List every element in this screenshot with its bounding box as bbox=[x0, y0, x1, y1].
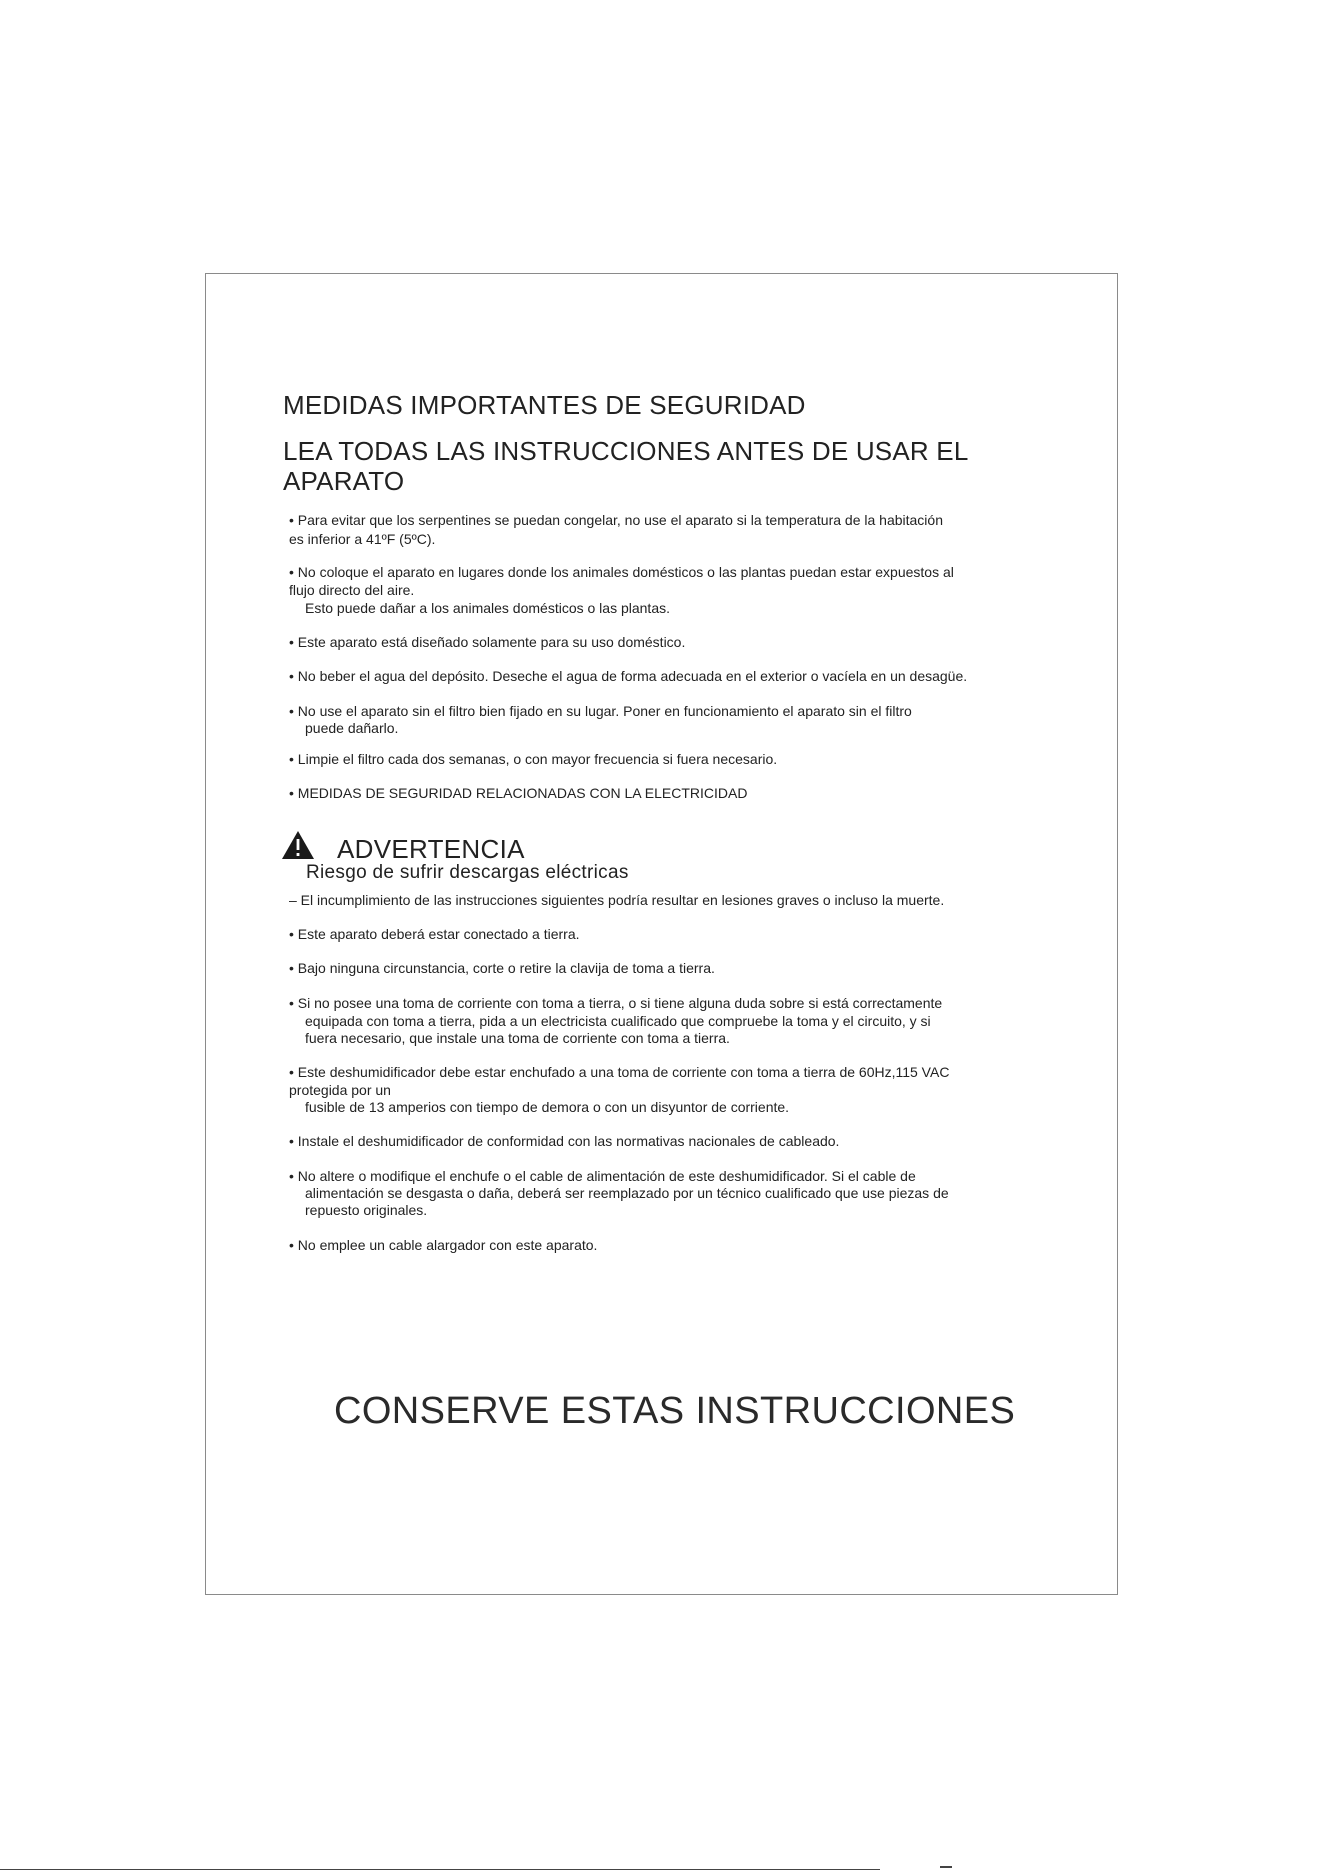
safety-item-4: • No beber el agua del depósito. Deseche el agua de forma adecuada en el exterior o vacíela en un desagüe. bbox=[289, 668, 968, 684]
safety-item-6: • Limpie el filtro cada dos semanas, o con mayor frecuencia si fuera necesario. bbox=[289, 751, 778, 767]
electric-item-7-line-3: repuesto originales. bbox=[305, 1202, 428, 1218]
warning-subtitle: Riesgo de sufrir descargas eléctricas bbox=[306, 862, 629, 883]
electric-item-1: – El incumplimiento de las instrucciones siguientes podría resultar en lesiones graves o incluso la muerte. bbox=[289, 892, 945, 908]
subtitle-line-2: APARATO bbox=[283, 466, 405, 496]
safety-item-2-line-2: flujo directo del aire. bbox=[289, 582, 415, 598]
subtitle-line-1: LEA TODAS LAS INSTRUCCIONES ANTES DE USAR EL bbox=[283, 436, 969, 466]
electric-item-3: • Bajo ninguna circunstancia, corte o retire la clavija de toma a tierra. bbox=[289, 960, 715, 976]
save-instructions-heading: CONSERVE ESTAS INSTRUCCIONES bbox=[334, 1390, 1016, 1432]
electric-item-4-line-1: • Si no posee una toma de corriente con toma a tierra, o si tiene alguna duda sobre si está correctamente bbox=[289, 995, 943, 1011]
electric-item-5-line-3: fusible de 13 amperios con tiempo de demora o con un disyuntor de corriente. bbox=[305, 1099, 790, 1115]
page-title: MEDIDAS IMPORTANTES DE SEGURIDAD bbox=[283, 390, 806, 420]
electric-item-4-line-3: fuera necesario, que instale una toma de corriente con toma a tierra. bbox=[305, 1030, 730, 1046]
safety-item-1-line-2: es inferior a 41ºF (5ºC). bbox=[289, 531, 436, 547]
bottom-mark bbox=[940, 1866, 952, 1868]
warning-title: ADVERTENCIA bbox=[337, 834, 525, 864]
electric-item-6: • Instale el deshumidificador de conformidad con las normativas nacionales de cableado. bbox=[289, 1133, 840, 1149]
warning-triangle-icon bbox=[281, 830, 315, 860]
safety-item-2-line-1: • No coloque el aparato en lugares donde los animales domésticos o las plantas puedan estar expuestos al bbox=[289, 564, 954, 580]
electric-item-4-line-2: equipada con toma a tierra, pida a un electricista cualificado que compruebe la toma y el circuito, y si bbox=[305, 1013, 931, 1029]
safety-item-2-line-3: Esto puede dañar a los animales domésticos o las plantas. bbox=[305, 600, 670, 616]
bottom-rule bbox=[0, 1869, 880, 1870]
electric-item-5-line-2: protegida por un bbox=[289, 1082, 391, 1098]
safety-item-5-line-1: • No use el aparato sin el filtro bien fijado en su lugar. Poner en funcionamiento el aparato sin el filtro bbox=[289, 703, 912, 719]
electric-item-8: • No emplee un cable alargador con este aparato. bbox=[289, 1237, 598, 1253]
electric-item-2: • Este aparato deberá estar conectado a tierra. bbox=[289, 926, 580, 942]
safety-item-3: • Este aparato está diseñado solamente para su uso doméstico. bbox=[289, 634, 686, 650]
safety-item-7: • MEDIDAS DE SEGURIDAD RELACIONADAS CON LA ELECTRICIDAD bbox=[289, 785, 748, 801]
electric-item-5-line-1: • Este deshumidificador debe estar enchufado a una toma de corriente con toma a tierra de 60Hz,115 VAC bbox=[289, 1064, 950, 1080]
safety-item-5-line-2: puede dañarlo. bbox=[305, 720, 399, 736]
safety-item-1-line-1: • Para evitar que los serpentines se puedan congelar, no use el aparato si la temperatura de la habitación bbox=[289, 512, 943, 528]
electric-item-7-line-1: • No altere o modifique el enchufe o el cable de alimentación de este deshumidificador. Si el cable de bbox=[289, 1168, 916, 1184]
electric-item-7-line-2: alimentación se desgasta o daña, deberá ser reemplazado por un técnico cualificado que use piezas de bbox=[305, 1185, 949, 1201]
